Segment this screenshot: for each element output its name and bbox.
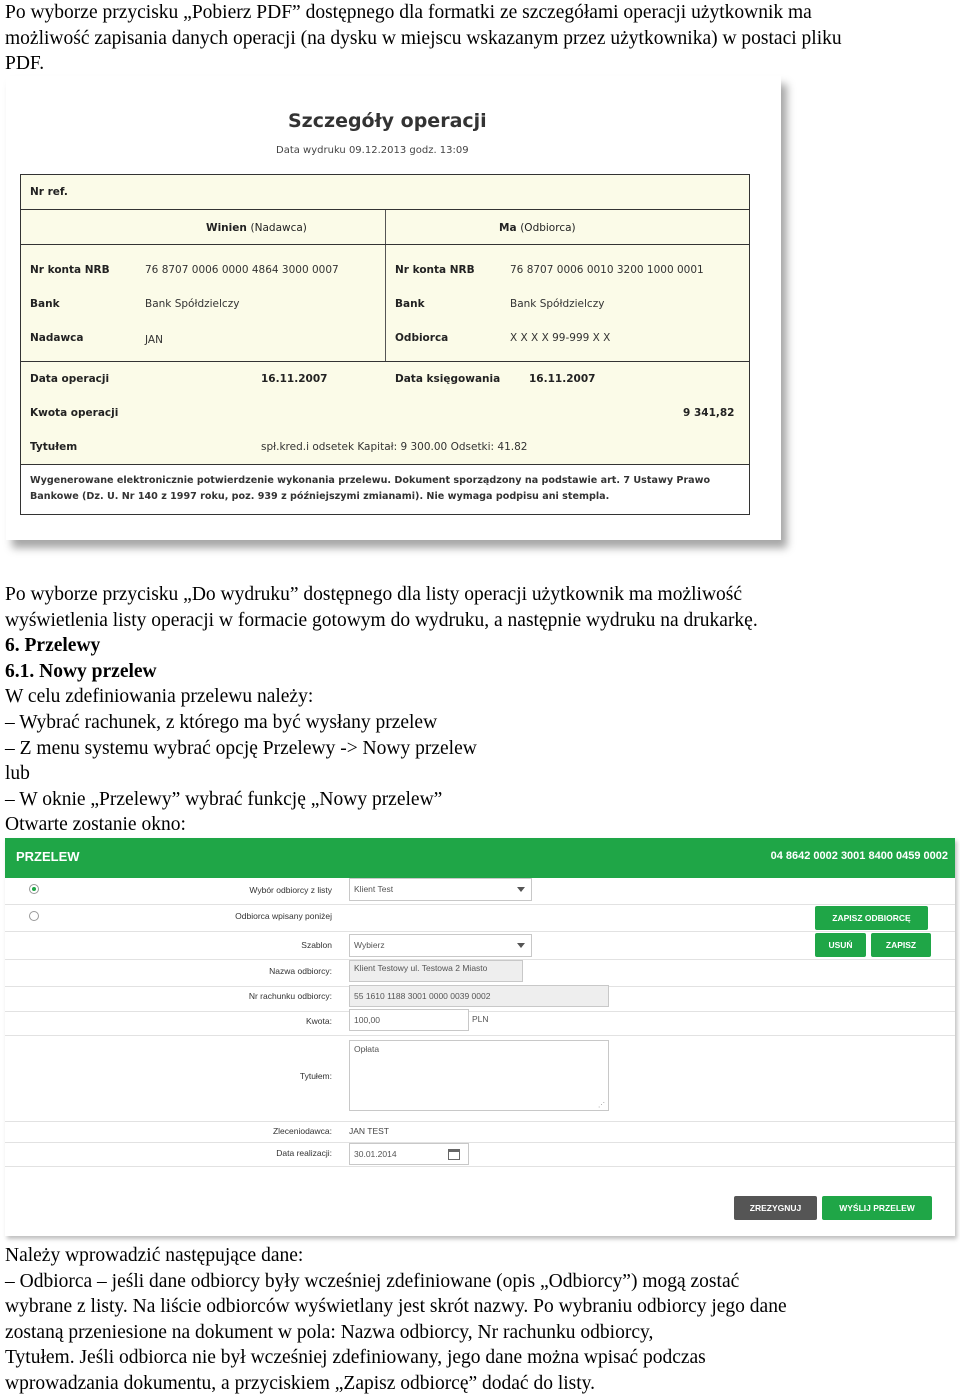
manual-recipient-label: Odbiorca wpisany poniżej (235, 911, 332, 921)
right-bank-value: Bank Spółdzielczy (510, 298, 605, 310)
column-divider (385, 210, 386, 244)
row-separator (5, 1011, 955, 1012)
book-date-value: 16.11.2007 (529, 373, 596, 385)
calendar-icon[interactable] (448, 1149, 460, 1160)
radio-choose-from-list[interactable] (29, 884, 39, 894)
text-line: Należy wprowadzić następujące dane: (5, 1245, 304, 1266)
text-line: lub (5, 763, 30, 785)
orderer-value: JAN TEST (349, 1126, 389, 1136)
op-date-value: 16.11.2007 (261, 373, 328, 385)
execution-date-label: Data realizacji: (276, 1148, 332, 1158)
transfer-form-screenshot (5, 838, 955, 1236)
details-footer (20, 464, 750, 515)
text-line: – W oknie „Przelewy” wybrać funkcję „Nowy przelew” (5, 788, 443, 810)
ref-label: Nr ref. (30, 186, 68, 198)
row-separator (5, 1035, 955, 1036)
form-header (5, 838, 955, 878)
transfer-title-label: Tytułem: (299, 1071, 332, 1081)
left-bank-label: Bank (30, 298, 60, 310)
save-recipient-button[interactable]: ZAPISZ ODBIORCĘ (815, 906, 928, 930)
amount-label: Kwota: (306, 1016, 332, 1026)
footer-line: Bankowe (Dz. U. Nr 140 z 1997 roku, poz. 939 z późniejszymi zmianami). Nie wymaga podpisu ani stempla. (30, 491, 610, 502)
save-button[interactable]: ZAPISZ (871, 933, 931, 957)
row-separator (5, 904, 955, 905)
print-date: Data wydruku 09.12.2013 godz. 13:09 (276, 145, 469, 156)
bottom-text (5, 1243, 957, 1396)
accounts-block (20, 244, 750, 362)
text-line: wprowadzania dokumentu, a przyciskiem „Zapisz odbiorcę” dodać do listy. (5, 1372, 596, 1394)
sender-header: Winien (Nadawca) (206, 222, 307, 234)
subsection-heading: 6.1. Nowy przelew (5, 660, 157, 682)
cancel-button[interactable]: ZREZYGNUJ (734, 1196, 817, 1220)
template-select[interactable]: Wybierz (349, 934, 532, 957)
text-line: Po wyborze przycisku „Do wydruku” dostępnego dla listy operacji użytkownik ma możliwość (5, 584, 743, 605)
row-separator (5, 1142, 955, 1143)
recipient-name-field[interactable]: Klient Testowy ul. Testowa 2 Miasto (349, 960, 523, 982)
account-number: 04 8642 0002 3001 8400 0459 0002 (770, 850, 948, 862)
book-date-label: Data księgowania (395, 373, 501, 385)
operation-details-screenshot (6, 76, 781, 540)
operation-info-block (20, 361, 750, 465)
amount-field[interactable]: 100,00 (349, 1009, 469, 1031)
left-bank-value: Bank Spółdzielczy (145, 298, 240, 310)
intro-line: PDF. (5, 53, 45, 75)
text-line: wyświetlenia listy operacji w formacie gotowym do wydruku, a następnie wydruku na drukarkę. (5, 609, 758, 631)
text-line: – Odbiorca – jeśli dane odbiorcy były wcześniej zdefiniowane (opis „Odbiorcy”) mogą zostać (5, 1270, 740, 1292)
title-value: spł.kred.i odsetek Kapitał: 9 300.00 Odsetki: 41.82 (261, 441, 528, 453)
form-title: PRZELEW (16, 849, 80, 864)
text-line: wybrane z listy. Na liście odbiorców wyświetlany jest skrót nazwy. Po wybraniu odbiorcy jego dane (5, 1296, 787, 1318)
ref-row (20, 174, 750, 210)
recipient-select[interactable]: Klient Test (349, 878, 532, 901)
recipient-account-label: Nr rachunku odbiorcy: (248, 991, 332, 1001)
transfer-title-field[interactable]: Opłata ⋰ (349, 1040, 609, 1111)
left-account-label: Nr konta NRB (30, 264, 110, 276)
chevron-down-icon (517, 887, 525, 892)
choose-from-list-label: Wybór odbiorcy z listy (249, 885, 332, 895)
amount-label: Kwota operacji (30, 407, 119, 419)
recipient-name-label: Nazwa odbiorcy: (269, 966, 332, 976)
op-date-label: Data operacji (30, 373, 110, 385)
sender-label: Nadawca (30, 332, 84, 344)
column-divider (385, 245, 386, 361)
resize-handle-icon[interactable]: ⋰ (598, 1102, 605, 1109)
amount-value: 9 341,82 (683, 407, 735, 419)
text-line: – Z menu systemu wybrać opcję Przelewy -> Nowy przelew (5, 737, 477, 759)
right-bank-label: Bank (395, 298, 425, 310)
section-heading: 6. Przelewy (5, 635, 101, 657)
recipient-account-field[interactable]: 55 1610 1188 3001 0000 0039 0002 (349, 985, 609, 1007)
row-separator (5, 1166, 955, 1167)
middle-text (5, 582, 957, 838)
send-transfer-button[interactable]: WYŚLIJ PRZELEW (822, 1196, 932, 1220)
radio-manual-recipient[interactable] (29, 911, 39, 921)
row-separator (5, 931, 955, 932)
chevron-down-icon (517, 943, 525, 948)
sender-value: JAN (145, 334, 163, 346)
text-line: zostaną przeniesione na dokument w pola: Nazwa odbiorcy, Nr rachunku odbiorcy, (5, 1321, 654, 1343)
title-label: Tytułem (30, 441, 78, 453)
template-label: Szablon (301, 940, 332, 950)
currency-label: PLN (472, 1014, 489, 1024)
right-account-label: Nr konta NRB (395, 264, 475, 276)
receiver-value: X X X X 99-999 X X (510, 332, 611, 344)
left-account-value: 76 8707 0006 0000 4864 3000 0007 (145, 264, 339, 276)
receiver-header: Ma (Odbiorca) (499, 222, 576, 234)
parties-header-row (20, 209, 750, 245)
right-account-value: 76 8707 0006 0010 3200 1000 0001 (510, 264, 704, 276)
execution-date-field[interactable]: 30.01.2014 (349, 1143, 469, 1165)
intro-line: możliwość zapisania danych operacji (na dysku w miejscu wskazanym przez użytkownika) w postaci pliku (5, 27, 842, 49)
text-line: Otwarte zostanie okno: (5, 814, 186, 836)
details-title: Szczegóły operacji (288, 110, 487, 132)
text-line: W celu zdefiniowania przelewu należy: (5, 686, 314, 708)
footer-line: Wygenerowane elektronicznie potwierdzenie wykonania przelewu. Dokument sporządzony na podstawie art. 7 Ustawy Prawo (30, 475, 711, 486)
row-separator (5, 1121, 955, 1122)
text-line: Tytułem. Jeśli odbiorca nie był wcześniej zdefiniowany, jego dane można wpisać podczas (5, 1347, 706, 1369)
intro-line: Po wyborze przycisku „Pobierz PDF” dostępnego dla formatki ze szczegółami operacji użytkownik ma (5, 2, 812, 23)
delete-button[interactable]: USUŃ (815, 933, 866, 957)
orderer-label: Zleceniodawca: (272, 1126, 332, 1136)
text-line: – Wybrać rachunek, z którego ma być wysłany przelew (5, 711, 438, 733)
receiver-label: Odbiorca (395, 332, 449, 344)
intro-paragraph (5, 0, 957, 77)
